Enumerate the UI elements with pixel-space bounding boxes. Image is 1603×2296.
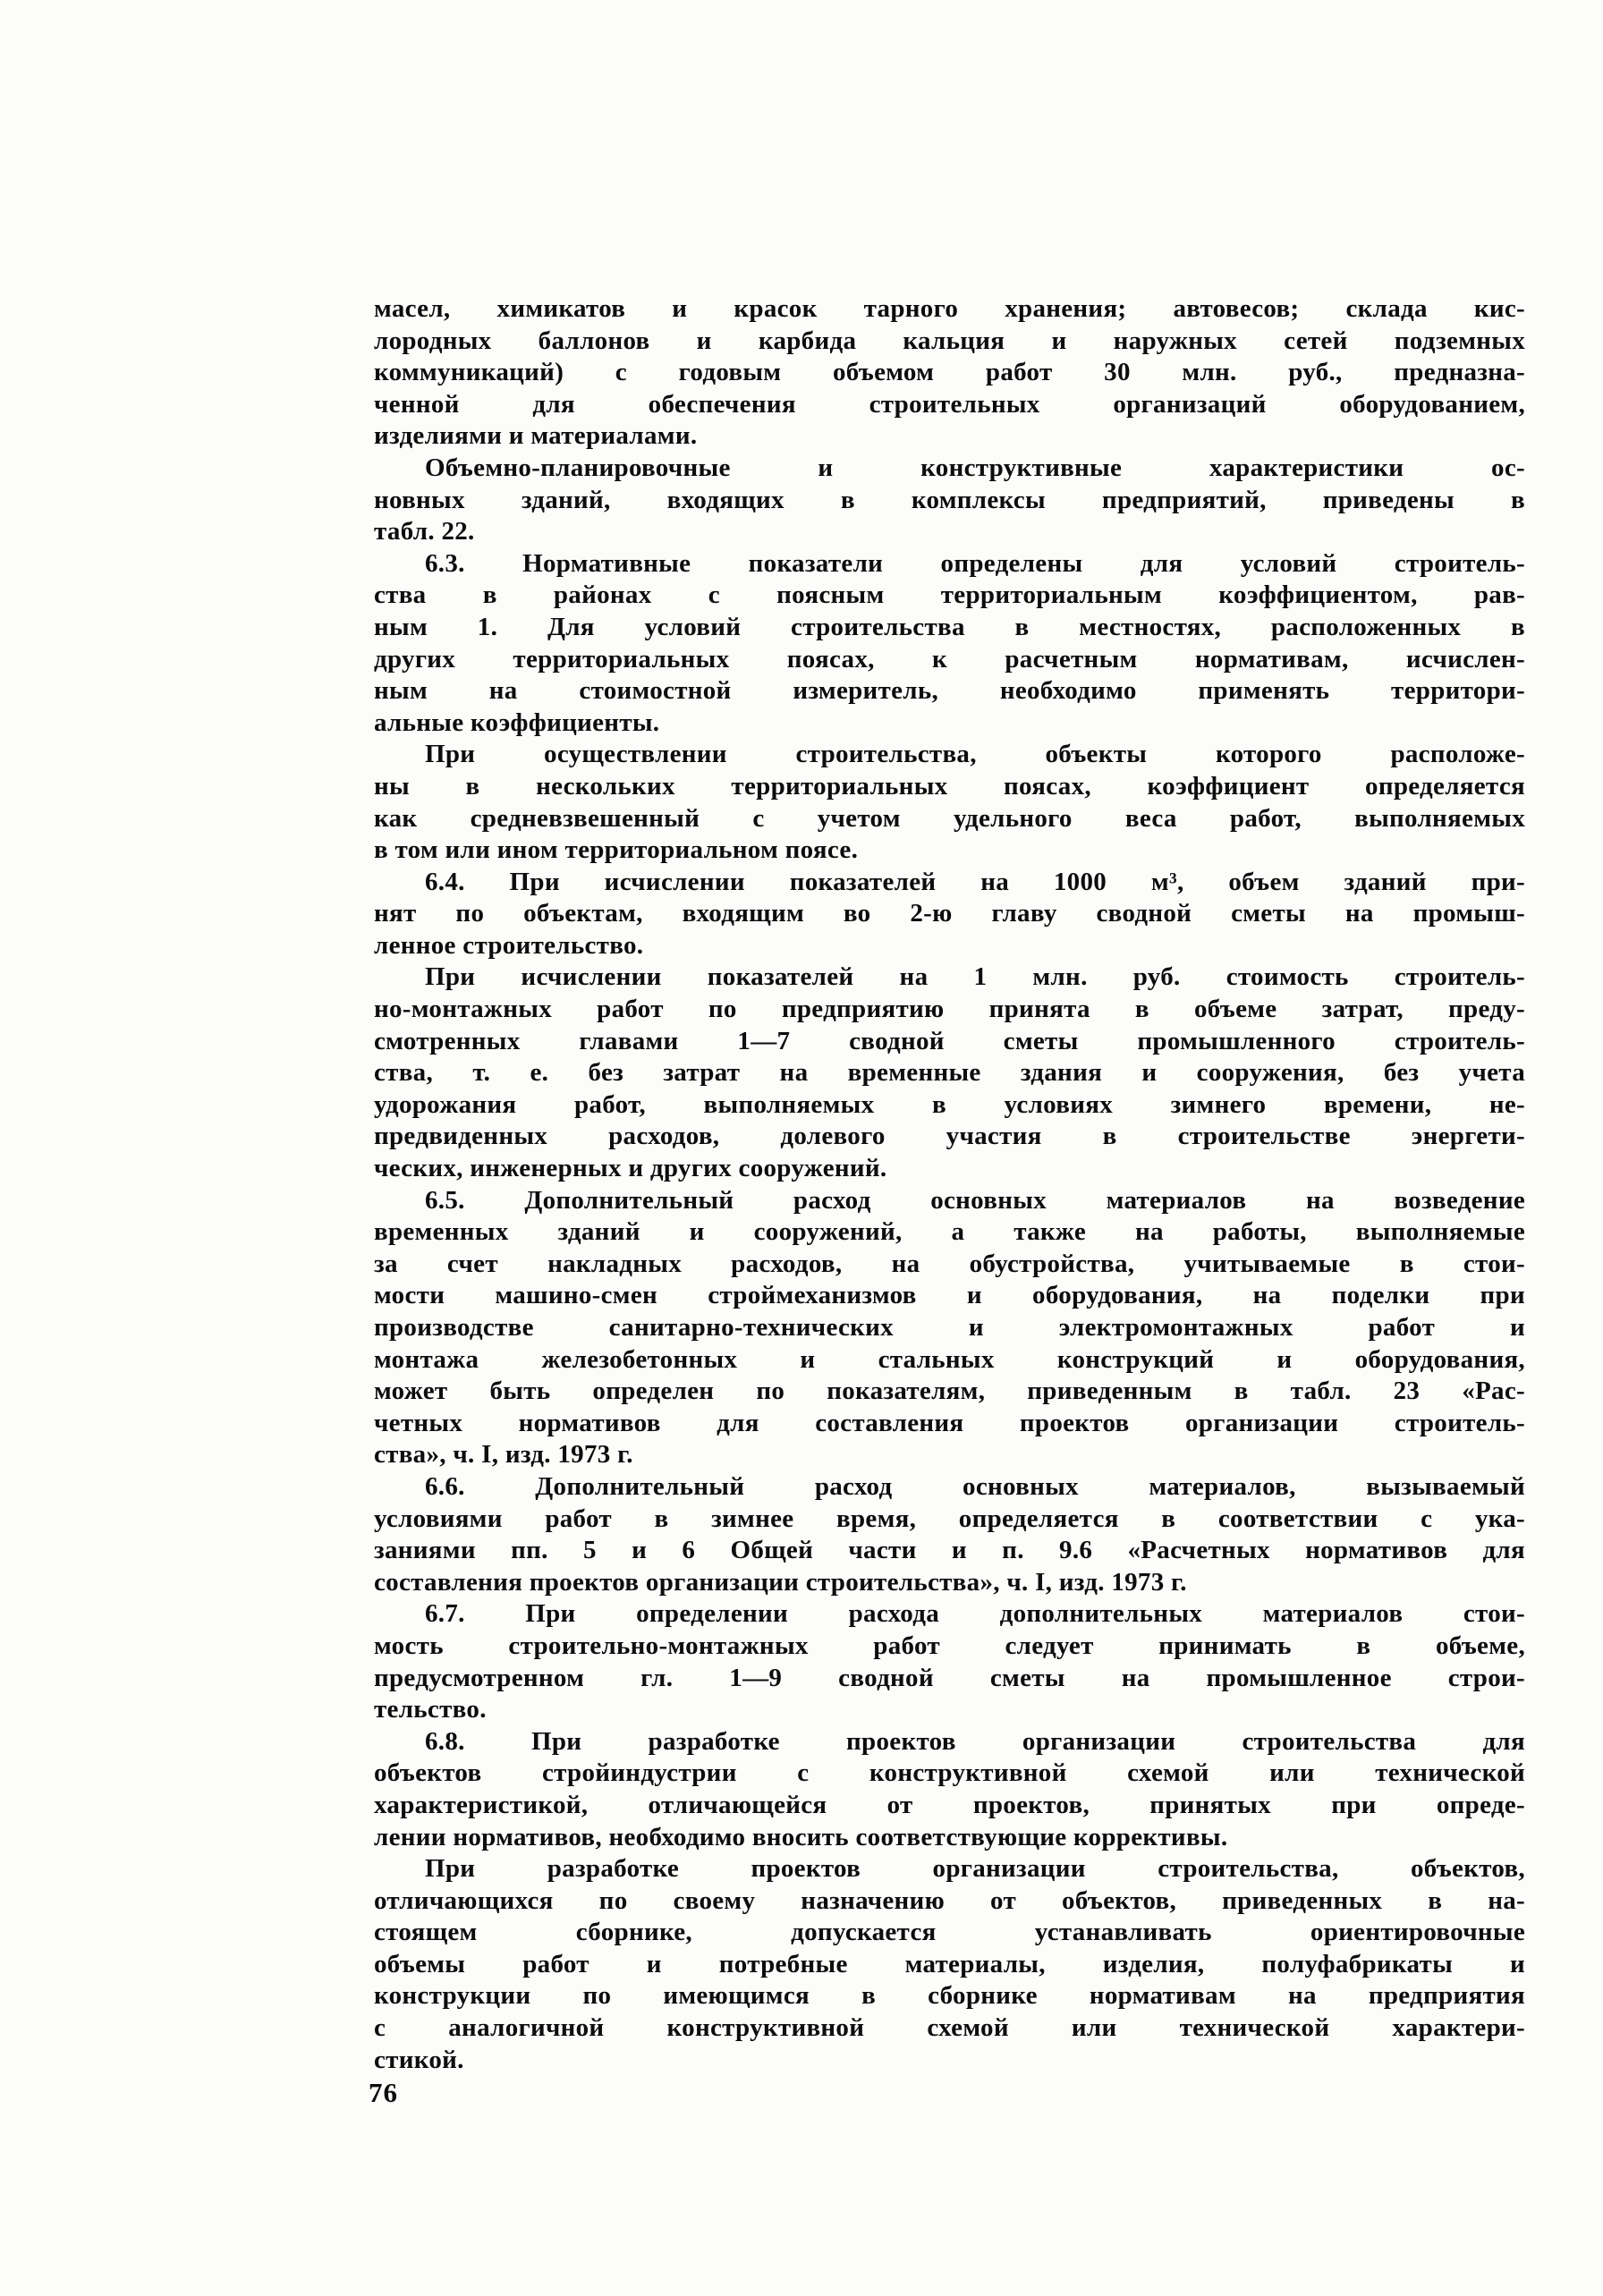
text-line: тельство. bbox=[374, 1695, 487, 1724]
text-line: смотренных главами 1—7 сводной сметы промышленного строитель- bbox=[374, 1026, 1525, 1055]
text-line: изделиями и материалами. bbox=[374, 421, 698, 451]
text-line: объектов стройиндустрии с конструктивной схемой или технической bbox=[374, 1758, 1525, 1788]
paragraph bbox=[374, 867, 1525, 962]
text-line: альные коэффициенты. bbox=[374, 707, 660, 737]
text-line: стоящем сборнике, допускается устанавливать ориентировочные bbox=[374, 1918, 1525, 1947]
paragraph bbox=[374, 1598, 1525, 1725]
text-line: ленное строительство. bbox=[374, 930, 644, 960]
text-line: 6.5. Дополнительный расход основных материалов на возведение bbox=[425, 1185, 1525, 1215]
text-block bbox=[374, 293, 1525, 2076]
paragraph bbox=[374, 739, 1525, 866]
text-line: ства в районах с поясным территориальным коэффициентом, рав- bbox=[374, 580, 1525, 610]
paragraph bbox=[374, 293, 1525, 453]
text-line: табл. 22. bbox=[374, 517, 475, 546]
text-line: отличающихся по своему назначению от объектов, приведенных в на- bbox=[374, 1885, 1525, 1915]
text-line: ческих, инженерных и других сооружений. bbox=[374, 1154, 887, 1183]
text-line: за счет накладных расходов, на обустройства, учитываемые в стои- bbox=[374, 1249, 1525, 1278]
text-line: ченной для обеспечения строительных организаций оборудованием, bbox=[374, 389, 1525, 419]
text-line: временных зданий и сооружений, а также на работы, выполняемые bbox=[374, 1217, 1525, 1247]
text-line: производстве санитарно-технических и электромонтажных работ и bbox=[374, 1313, 1525, 1342]
text-line: но-монтажных работ по предприятию принята в объеме затрат, преду- bbox=[374, 995, 1525, 1024]
text-line: лородных баллонов и карбида кальция и наружных сетей подземных bbox=[374, 326, 1525, 355]
text-line: заниями пп. 5 и 6 Общей части и п. 9.6 «Расчетных нормативов для bbox=[374, 1536, 1525, 1565]
text-line: предусмотренном гл. 1—9 сводной сметы на промышленное строи- bbox=[374, 1663, 1525, 1692]
paragraph bbox=[374, 453, 1525, 548]
text-line: может быть определен по показателям, приведенным в табл. 23 «Рас- bbox=[374, 1377, 1525, 1406]
text-line: ным на стоимостной измеритель, необходимо применять территори- bbox=[374, 676, 1525, 706]
text-line: 6.4. При исчислении показателей на 1000 м³, объем зданий при- bbox=[425, 867, 1525, 896]
text-line: стикой. bbox=[374, 2045, 464, 2074]
text-line: в том или ином территориальном поясе. bbox=[374, 835, 859, 865]
text-line: При исчислении показателей на 1 млн. руб. стоимость строитель- bbox=[425, 962, 1525, 992]
text-line: предвиденных расходов, долевого участия в строительстве энергети- bbox=[374, 1122, 1525, 1151]
text-line: коммуникаций) с годовым объемом работ 30 млн. руб., предназна- bbox=[374, 358, 1525, 387]
paragraph bbox=[374, 1471, 1525, 1598]
text-line: монтажа железобетонных и стальных конструкций и оборудования, bbox=[374, 1344, 1525, 1374]
paragraph bbox=[374, 1726, 1525, 1853]
text-line: масел, химикатов и красок тарного хранения; автовесов; склада кис- bbox=[374, 294, 1525, 323]
text-line: нят по объектам, входящим во 2-ю главу сводной сметы на промыш- bbox=[374, 899, 1525, 928]
text-line: составления проектов организации строительства», ч. I, изд. 1973 г. bbox=[374, 1567, 1187, 1597]
text-line: лении нормативов, необходимо вносить соответствующие коррективы. bbox=[374, 1822, 1228, 1851]
text-line: характеристикой, отличающейся от проектов, принятых при опреде- bbox=[374, 1790, 1525, 1819]
text-line: удорожания работ, выполняемых в условиях зимнего времени, не- bbox=[374, 1089, 1525, 1119]
text-line: других территориальных поясах, к расчетным нормативам, исчислен- bbox=[374, 644, 1525, 674]
text-line: При разработке проектов организации строительства, объектов, bbox=[425, 1854, 1525, 1884]
text-line: новных зданий, входящих в комплексы предприятий, приведены в bbox=[374, 485, 1525, 514]
text-line: мость строительно-монтажных работ следует принимать в объеме, bbox=[374, 1631, 1525, 1660]
text-line: 6.3. Нормативные показатели определены для условий строитель- bbox=[425, 548, 1525, 578]
text-line: условиями работ в зимнее время, определяется в соответствии с ука- bbox=[374, 1504, 1525, 1533]
paragraph bbox=[374, 548, 1525, 740]
paragraph bbox=[374, 1853, 1525, 2076]
text-line: При осуществлении строительства, объекты которого расположе- bbox=[425, 740, 1525, 769]
text-line: ным 1. Для условий строительства в местностях, расположенных в bbox=[374, 612, 1525, 641]
text-line: ства», ч. I, изд. 1973 г. bbox=[374, 1440, 633, 1470]
paragraph bbox=[374, 962, 1525, 1184]
text-line: с аналогичной конструктивной схемой или технической характери- bbox=[374, 2013, 1525, 2043]
text-line: как средневзвешенный с учетом удельного веса работ, выполняемых bbox=[374, 803, 1525, 833]
text-line: конструкции по имеющимся в сборнике нормативам на предприятия bbox=[374, 1981, 1525, 2011]
text-line: объемы работ и потребные материалы, изделия, полуфабрикаты и bbox=[374, 1949, 1525, 1978]
text-line: ства, т. е. без затрат на временные здания и сооружения, без учета bbox=[374, 1058, 1525, 1088]
paragraph bbox=[374, 1185, 1525, 1471]
page-number: 76 bbox=[369, 2077, 398, 2108]
text-line: 6.7. При определении расхода дополнительных материалов стои- bbox=[425, 1599, 1525, 1629]
text-line: Объемно-планировочные и конструктивные характеристики ос- bbox=[425, 453, 1525, 482]
text-line: 6.8. При разработке проектов организации строительства для bbox=[425, 1726, 1525, 1756]
text-line: четных нормативов для составления проектов организации строитель- bbox=[374, 1408, 1525, 1437]
text-line: 6.6. Дополнительный расход основных материалов, вызываемый bbox=[425, 1471, 1525, 1501]
text-line: ны в нескольких территориальных поясах, коэффициент определяется bbox=[374, 771, 1525, 801]
text-line: мости машино-смен строймеханизмов и оборудования, на поделки при bbox=[374, 1281, 1525, 1310]
